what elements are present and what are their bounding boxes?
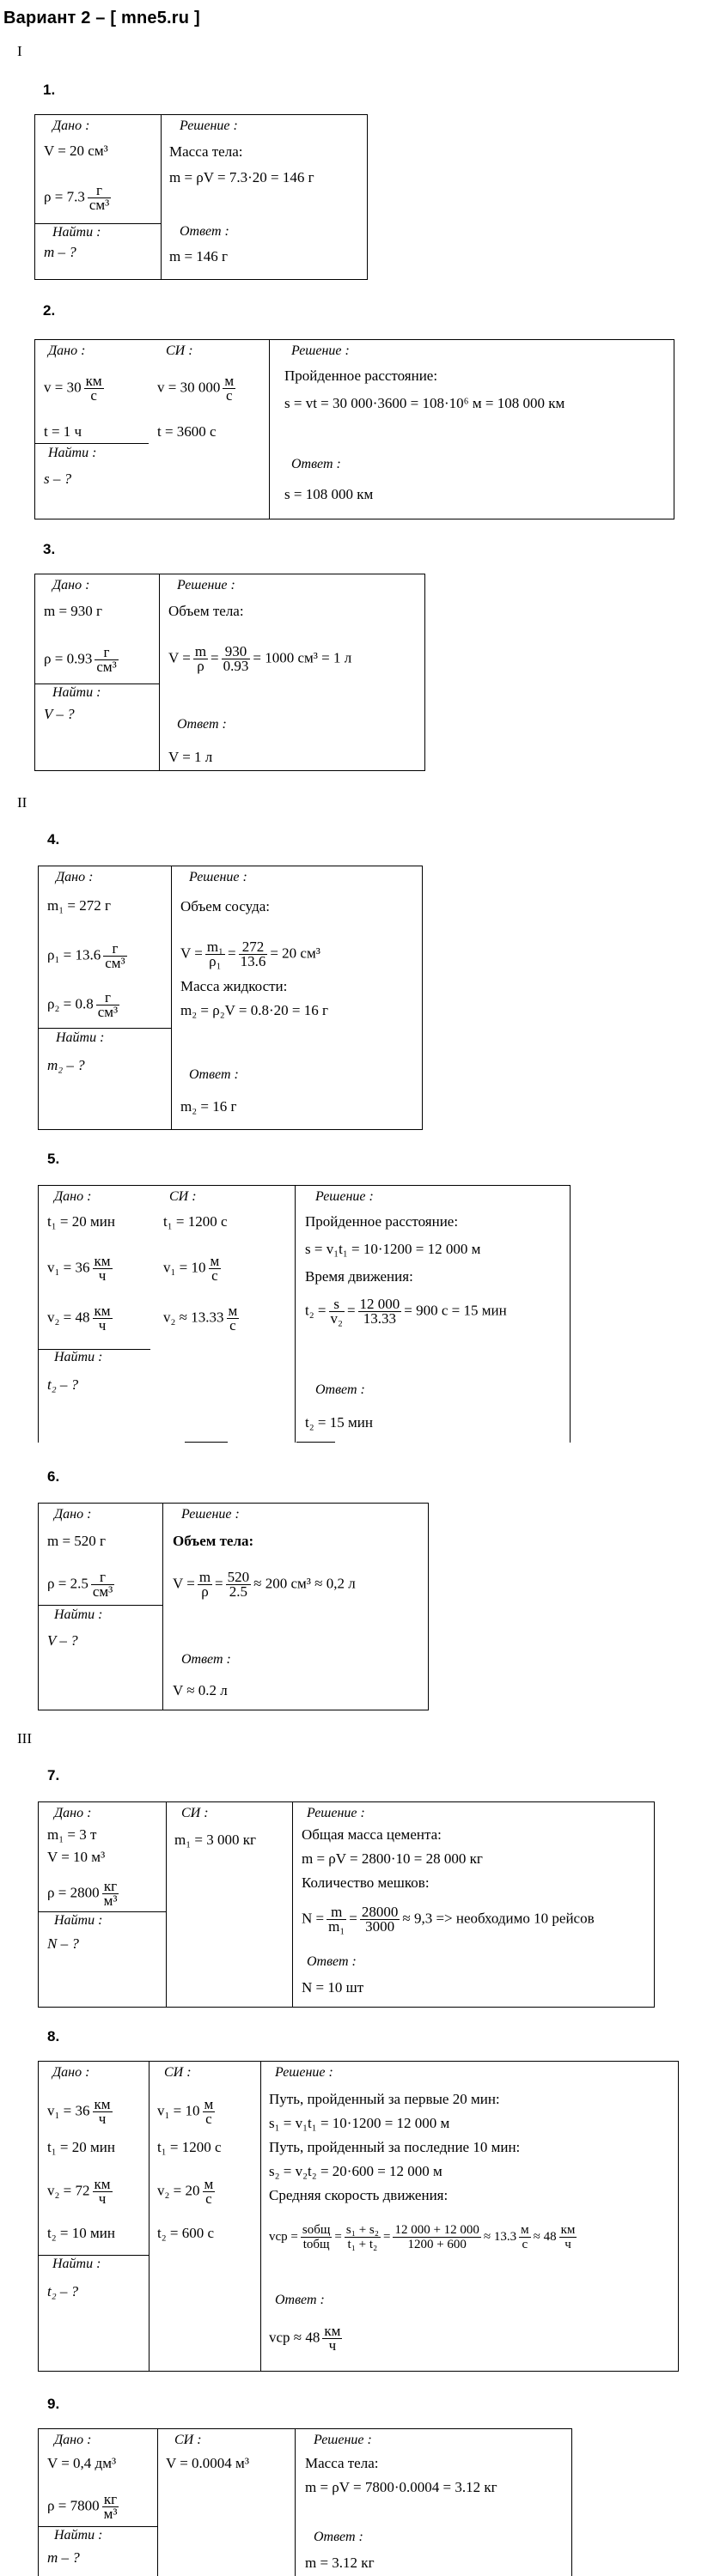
given-label: Дано : bbox=[52, 578, 90, 592]
si-label: СИ : bbox=[166, 343, 193, 358]
given-label: Дано : bbox=[54, 1507, 92, 1522]
time-2-value: t₂ = 10 мин bbox=[47, 2225, 115, 2241]
speed-2-value: v₂ = 72 bbox=[47, 2182, 90, 2199]
answer-value: vср ≈ 48 $\frac{км}{ч}$ bbox=[269, 2323, 341, 2354]
answer-value: m = 146 г bbox=[169, 248, 229, 264]
solution-line: Путь, пройденный за первые 20 мин: bbox=[269, 2091, 500, 2107]
given-label: Дано : bbox=[48, 343, 86, 358]
problem-7-box: Дано : m₁ = 3 т V = 10 м³ ρ = 2800 $\frac{кг}{\text{м³}}$ Найти : N – ? СИ : m₁ = 3 000 кг Решение : Общая масса цемента: m = ρV = 2800·10 = 28 000 кг Количество мешков: N = $\frac{m}{\text{m₁}}$ = $\frac{28000}{3000}$ ≈ 9,3 => необходимо 10 рейсов Ответ : N = 10 шт bbox=[38, 1801, 655, 2008]
time-1-value: t₁ = 20 мин bbox=[47, 2139, 115, 2155]
solution-line: Масса тела: bbox=[169, 143, 243, 160]
problem-9-box: Дано : V = 0,4 дм³ ρ = 7800 $\frac{кг}{\text{м³}}$ Найти : m – ? СИ : V = 0.0004 м³ Решение : Масса тела: m = ρV = 7800·0.0004 = 3.12 кг Ответ : m = 3.12 кг bbox=[38, 2428, 572, 2576]
solution-line: Средняя скорость движения: bbox=[269, 2187, 449, 2203]
section-2-label: II bbox=[17, 794, 27, 811]
find-value: V – ? bbox=[47, 1632, 78, 1649]
si-value: v₂ ≈ 13.33 bbox=[163, 1309, 224, 1326]
given-label: Дано : bbox=[52, 118, 90, 133]
si-label: СИ : bbox=[174, 2433, 202, 2447]
solution-label: Решение : bbox=[180, 118, 238, 133]
problem-8-number: 8. bbox=[47, 2028, 60, 2044]
answer-label: Ответ : bbox=[275, 2293, 325, 2307]
problem-8-box: Дано : v₁ = 36 $\frac{км}{ч}$ t₁ = 20 мин v₂ = 72 $\frac{км}{ч}$ t₂ = 10 мин Найти : t₂ – ? СИ : v₁ = 10 $\frac{м}{с}$ t₁ = 1200 с v₂ = 20 $\frac{м}{с}$ t₂ = 600 с Решение : Путь, пройденный за первые 20 мин: s₁ = v₁t₁ = 10·1200 = 12 000 м Путь, пройденный за последние 10 мин: s₂ = v₂t₂ = 20·600 = 12 000 м Средняя скорость движения: vср = $\frac{\text{sобщ}}{\text{tобщ}}$ = $\frac{\text{s₁ + s₂}}{\text{t₁ + t₂}}$ = $\frac{12 000 + 12 000}{1200 + 600}$ ≈ 13.3 $\frac{м}{с}$ ≈ 48 $\frac{км}{ч}$ Ответ : vср ≈ 48 $\frac{км}{ч}$ bbox=[38, 2061, 679, 2372]
solution-formula: V = $\frac{m}{\rho}$ = $\frac{520}{2.5}$ ≈ 200 см³ ≈ 0,2 л bbox=[173, 1569, 356, 1600]
problem-3-number: 3. bbox=[43, 541, 56, 557]
problem-6-number: 6. bbox=[47, 1468, 60, 1485]
si-value: v₂ = 20 bbox=[157, 2182, 200, 2199]
answer-label: Ответ : bbox=[180, 224, 229, 239]
problem-2-box: Дано : v = 30 $\frac{км}{с}$ t = 1 ч Найти : s – ? СИ : v = 30 000 $\frac{м}{с}$ t = 3600 с Решение : Пройденное расстояние: s = vt = 30 000·3600 = 108·10⁶ м = 108 000 км Ответ : s = 108 000 км bbox=[34, 339, 674, 519]
solution-formula: N = $\frac{m}{\text{m₁}}$ = $\frac{28000}{3000}$ ≈ 9,3 => необходимо 10 рейсов bbox=[302, 1904, 595, 1935]
density-value: ρ = 2.5 bbox=[47, 1575, 88, 1592]
si-value: t₁ = 1200 с bbox=[157, 2139, 222, 2155]
find-value: m – ? bbox=[44, 244, 76, 260]
given-label: Дано : bbox=[56, 870, 94, 884]
answer-value: V ≈ 0.2 л bbox=[173, 1682, 228, 1698]
solution-line: m₂ = ρ₂V = 0.8·20 = 16 г bbox=[180, 1002, 328, 1018]
solution-line: Время движения: bbox=[305, 1268, 413, 1285]
problem-5-number: 5. bbox=[47, 1151, 60, 1167]
speed-1-value: v₁ = 36 bbox=[47, 1259, 90, 1276]
answer-label: Ответ : bbox=[291, 457, 341, 471]
find-label: Найти : bbox=[54, 2528, 103, 2543]
si-value: t = 3600 с bbox=[157, 423, 217, 440]
given-label: Дано : bbox=[54, 2433, 92, 2447]
problem-1-number: 1. bbox=[43, 82, 56, 98]
si-value: t₁ = 1200 с bbox=[163, 1213, 228, 1230]
answer-label: Ответ : bbox=[307, 1954, 357, 1969]
problem-9-number: 9. bbox=[47, 2396, 60, 2412]
section-1-label: I bbox=[17, 43, 22, 59]
solution-formula: V = $\frac{m}{\rho}$ = $\frac{930}{0.93}$ = 1000 см³ = 1 л bbox=[168, 643, 352, 674]
si-value: v₁ = 10 bbox=[157, 2102, 200, 2119]
solution-formula: t₂ = $\frac{s}{\text{v₂}}$ = $\frac{12 000}{13.33}$ = 900 с = 15 мин bbox=[305, 1296, 507, 1327]
find-value: N – ? bbox=[47, 1935, 79, 1952]
answer-value: m = 3.12 кг bbox=[305, 2555, 375, 2571]
find-value: V – ? bbox=[44, 706, 75, 722]
problem-6-box: Дано : m = 520 г ρ = 2.5 $\frac{г}{\text{см³}}$ Найти : V – ? Решение : Объем тела: V = $\frac{m}{\rho}$ = $\frac{520}{2.5}$ ≈ 200 см³ ≈ 0,2 л Ответ : V ≈ 0.2 л bbox=[38, 1503, 429, 1710]
solution-line: Пройденное расстояние: bbox=[284, 368, 438, 384]
density-1-value: ρ₁ = 13.6 bbox=[47, 946, 101, 963]
solution-label: Решение : bbox=[291, 343, 350, 358]
si-value: v₁ = 10 bbox=[163, 1259, 206, 1276]
find-label: Найти : bbox=[54, 1350, 103, 1364]
solution-line: s₁ = v₁t₁ = 10·1200 = 12 000 м bbox=[269, 2115, 450, 2131]
given-label: Дано : bbox=[54, 1806, 92, 1820]
density-value: ρ = 7.3 bbox=[44, 188, 85, 205]
answer-value: N = 10 шт bbox=[302, 1979, 364, 1996]
answer-label: Ответ : bbox=[314, 2530, 363, 2544]
solution-line: Путь, пройденный за последние 10 мин: bbox=[269, 2139, 521, 2155]
solution-line: Объем тела: bbox=[173, 1533, 254, 1549]
answer-value: t₂ = 15 мин bbox=[305, 1414, 373, 1431]
density-value: ρ = 0.93 bbox=[44, 650, 93, 667]
mass-value: m₁ = 272 г bbox=[47, 897, 111, 914]
si-value: V = 0.0004 м³ bbox=[166, 2455, 249, 2471]
density-value: ρ = 2800 bbox=[47, 1884, 100, 1901]
find-value: m – ? bbox=[47, 2549, 80, 2566]
solution-line: Объем тела: bbox=[168, 603, 244, 619]
find-label: Найти : bbox=[52, 2257, 101, 2271]
answer-label: Ответ : bbox=[177, 717, 227, 732]
answer-label: Ответ : bbox=[189, 1067, 239, 1082]
problem-7-number: 7. bbox=[47, 1767, 60, 1783]
find-label: Найти : bbox=[56, 1030, 105, 1045]
answer-value: s = 108 000 км bbox=[284, 486, 374, 502]
find-value: m₂ – ? bbox=[47, 1057, 85, 1073]
si-label: СИ : bbox=[164, 2065, 192, 2080]
problem-4-box: Дано : m₁ = 272 г ρ₁ = 13.6 $\frac{г}{\text{см³}}$ ρ₂ = 0.8 $\frac{г}{\text{см³}}$ Найти : m₂ – ? Решение : Объем сосуда: V = $\frac{\text{m₁}}{\text{ρ₁}}$ = $\frac{272}{13.6}$ = 20 см³ Масса жидкости: m₂ = ρ₂V = 0.8·20 = 16 г Ответ : m₂ = 16 г bbox=[38, 866, 423, 1130]
solution-line: s = v₁t₁ = 10·1200 = 12 000 м bbox=[305, 1241, 481, 1257]
find-value: s – ? bbox=[44, 471, 72, 487]
speed-1-value: v₁ = 36 bbox=[47, 2102, 90, 2119]
volume-value: V = 20 см³ bbox=[44, 143, 108, 159]
solution-line: Общая масса цемента: bbox=[302, 1826, 442, 1843]
si-value: t₂ = 600 с bbox=[157, 2225, 215, 2241]
section-3-label: III bbox=[17, 1730, 32, 1747]
solution-line: m = ρV = 7800·0.0004 = 3.12 кг bbox=[305, 2479, 497, 2495]
given-label: Дано : bbox=[54, 1189, 92, 1204]
answer-value: V = 1 л bbox=[168, 749, 213, 765]
find-label: Найти : bbox=[52, 225, 101, 240]
find-label: Найти : bbox=[54, 1913, 103, 1928]
solution-label: Решение : bbox=[314, 2433, 372, 2447]
si-value: m₁ = 3 000 кг bbox=[174, 1832, 256, 1848]
solution-line: Количество мешков: bbox=[302, 1874, 430, 1891]
given-label: Дано : bbox=[52, 2065, 90, 2080]
solution-label: Решение : bbox=[275, 2065, 333, 2080]
solution-label: Решение : bbox=[315, 1189, 374, 1204]
mass-value: m = 930 г bbox=[44, 603, 103, 619]
mass-value: m₁ = 3 т bbox=[47, 1826, 97, 1843]
si-label: СИ : bbox=[181, 1806, 209, 1820]
time-value: t = 1 ч bbox=[44, 423, 82, 440]
page-header: Вариант 2 – [ mne5.ru ] bbox=[3, 9, 200, 27]
solution-line: m = ρV = 7.3·20 = 146 г bbox=[169, 169, 314, 185]
density-2-value: ρ₂ = 0.8 bbox=[47, 995, 94, 1012]
find-label: Найти : bbox=[54, 1607, 103, 1622]
solution-line: Масса тела: bbox=[305, 2455, 379, 2471]
find-value: t₂ – ? bbox=[47, 1376, 79, 1393]
density-value: ρ = 7800 bbox=[47, 2497, 100, 2514]
solution-line: m = ρV = 2800·10 = 28 000 кг bbox=[302, 1850, 483, 1867]
answer-label: Ответ : bbox=[315, 1382, 365, 1397]
si-label: СИ : bbox=[169, 1189, 197, 1204]
time-value: t₁ = 20 мин bbox=[47, 1213, 115, 1230]
solution-formula: vср = $\frac{\text{sобщ}}{\text{tобщ}}$ = $\frac{\text{s₁ + s₂}}{\text{t₁ + t₂}}$ = $\frac{12 000 + 12 000}{1200 + 600}$ ≈ 13.3 $\frac{м}{с}$ ≈ 48 $\frac{км}{ч}$ bbox=[269, 2223, 576, 2251]
speed-value: v = 30 bbox=[44, 379, 82, 396]
volume-value: V = 10 м³ bbox=[47, 1849, 106, 1865]
problem-4-number: 4. bbox=[47, 831, 60, 848]
find-label: Найти : bbox=[52, 685, 101, 700]
answer-value: m₂ = 16 г bbox=[180, 1098, 237, 1115]
solution-label: Решение : bbox=[181, 1507, 240, 1522]
volume-value: V = 0,4 дм³ bbox=[47, 2455, 117, 2471]
si-value: v = 30 000 bbox=[157, 379, 221, 396]
problem-1-box: Дано : V = 20 см³ ρ = 7.3 $\frac{г}{\text{см³}}$ Найти : m – ? Решение : Масса тела: m = ρV = 7.3·20 = 146 г Ответ : m = 146 г bbox=[34, 114, 368, 280]
problem-5-box: Дано : t₁ = 20 мин v₁ = 36 $\frac{км}{ч}$ v₂ = 48 $\frac{км}{ч}$ Найти : t₂ – ? СИ : t₁ = 1200 с v₁ = 10 $\frac{м}{с}$ v₂ ≈ 13.33 $\frac{м}{с}$ Решение : Пройденное расстояние: s = v₁t₁ = 10·1200 = 12 000 м Время движения: t₂ = $\frac{s}{\text{v₂}}$ = $\frac{12 000}{13.33}$ = 900 с = 15 мин Ответ : t₂ = 15 мин bbox=[38, 1185, 571, 1443]
solution-label: Решение : bbox=[307, 1806, 365, 1820]
find-label: Найти : bbox=[48, 446, 97, 460]
solution-line: s = vt = 30 000·3600 = 108·10⁶ м = 108 000 км bbox=[284, 395, 565, 411]
problem-3-box: Дано : m = 930 г ρ = 0.93 $\frac{г}{\text{см³}}$ Найти : V – ? Решение : Объем тела: V = $\frac{m}{\rho}$ = $\frac{930}{0.93}$ = 1000 см³ = 1 л Ответ : V = 1 л bbox=[34, 574, 425, 771]
speed-2-value: v₂ = 48 bbox=[47, 1309, 90, 1326]
answer-label: Ответ : bbox=[181, 1652, 231, 1667]
solution-label: Решение : bbox=[177, 578, 235, 592]
find-value: t₂ – ? bbox=[47, 2283, 79, 2300]
solution-line: Масса жидкости: bbox=[180, 978, 288, 994]
mass-value: m = 520 г bbox=[47, 1533, 107, 1549]
problem-2-number: 2. bbox=[43, 302, 56, 319]
solution-line: Пройденное расстояние: bbox=[305, 1213, 459, 1230]
solution-line: s₂ = v₂t₂ = 20·600 = 12 000 м bbox=[269, 2163, 442, 2179]
solution-formula: V = $\frac{\text{m₁}}{\text{ρ₁}}$ = $\frac{272}{13.6}$ = 20 см³ bbox=[180, 939, 320, 969]
solution-line: Объем сосуда: bbox=[180, 898, 270, 914]
solution-label: Решение : bbox=[189, 870, 247, 884]
